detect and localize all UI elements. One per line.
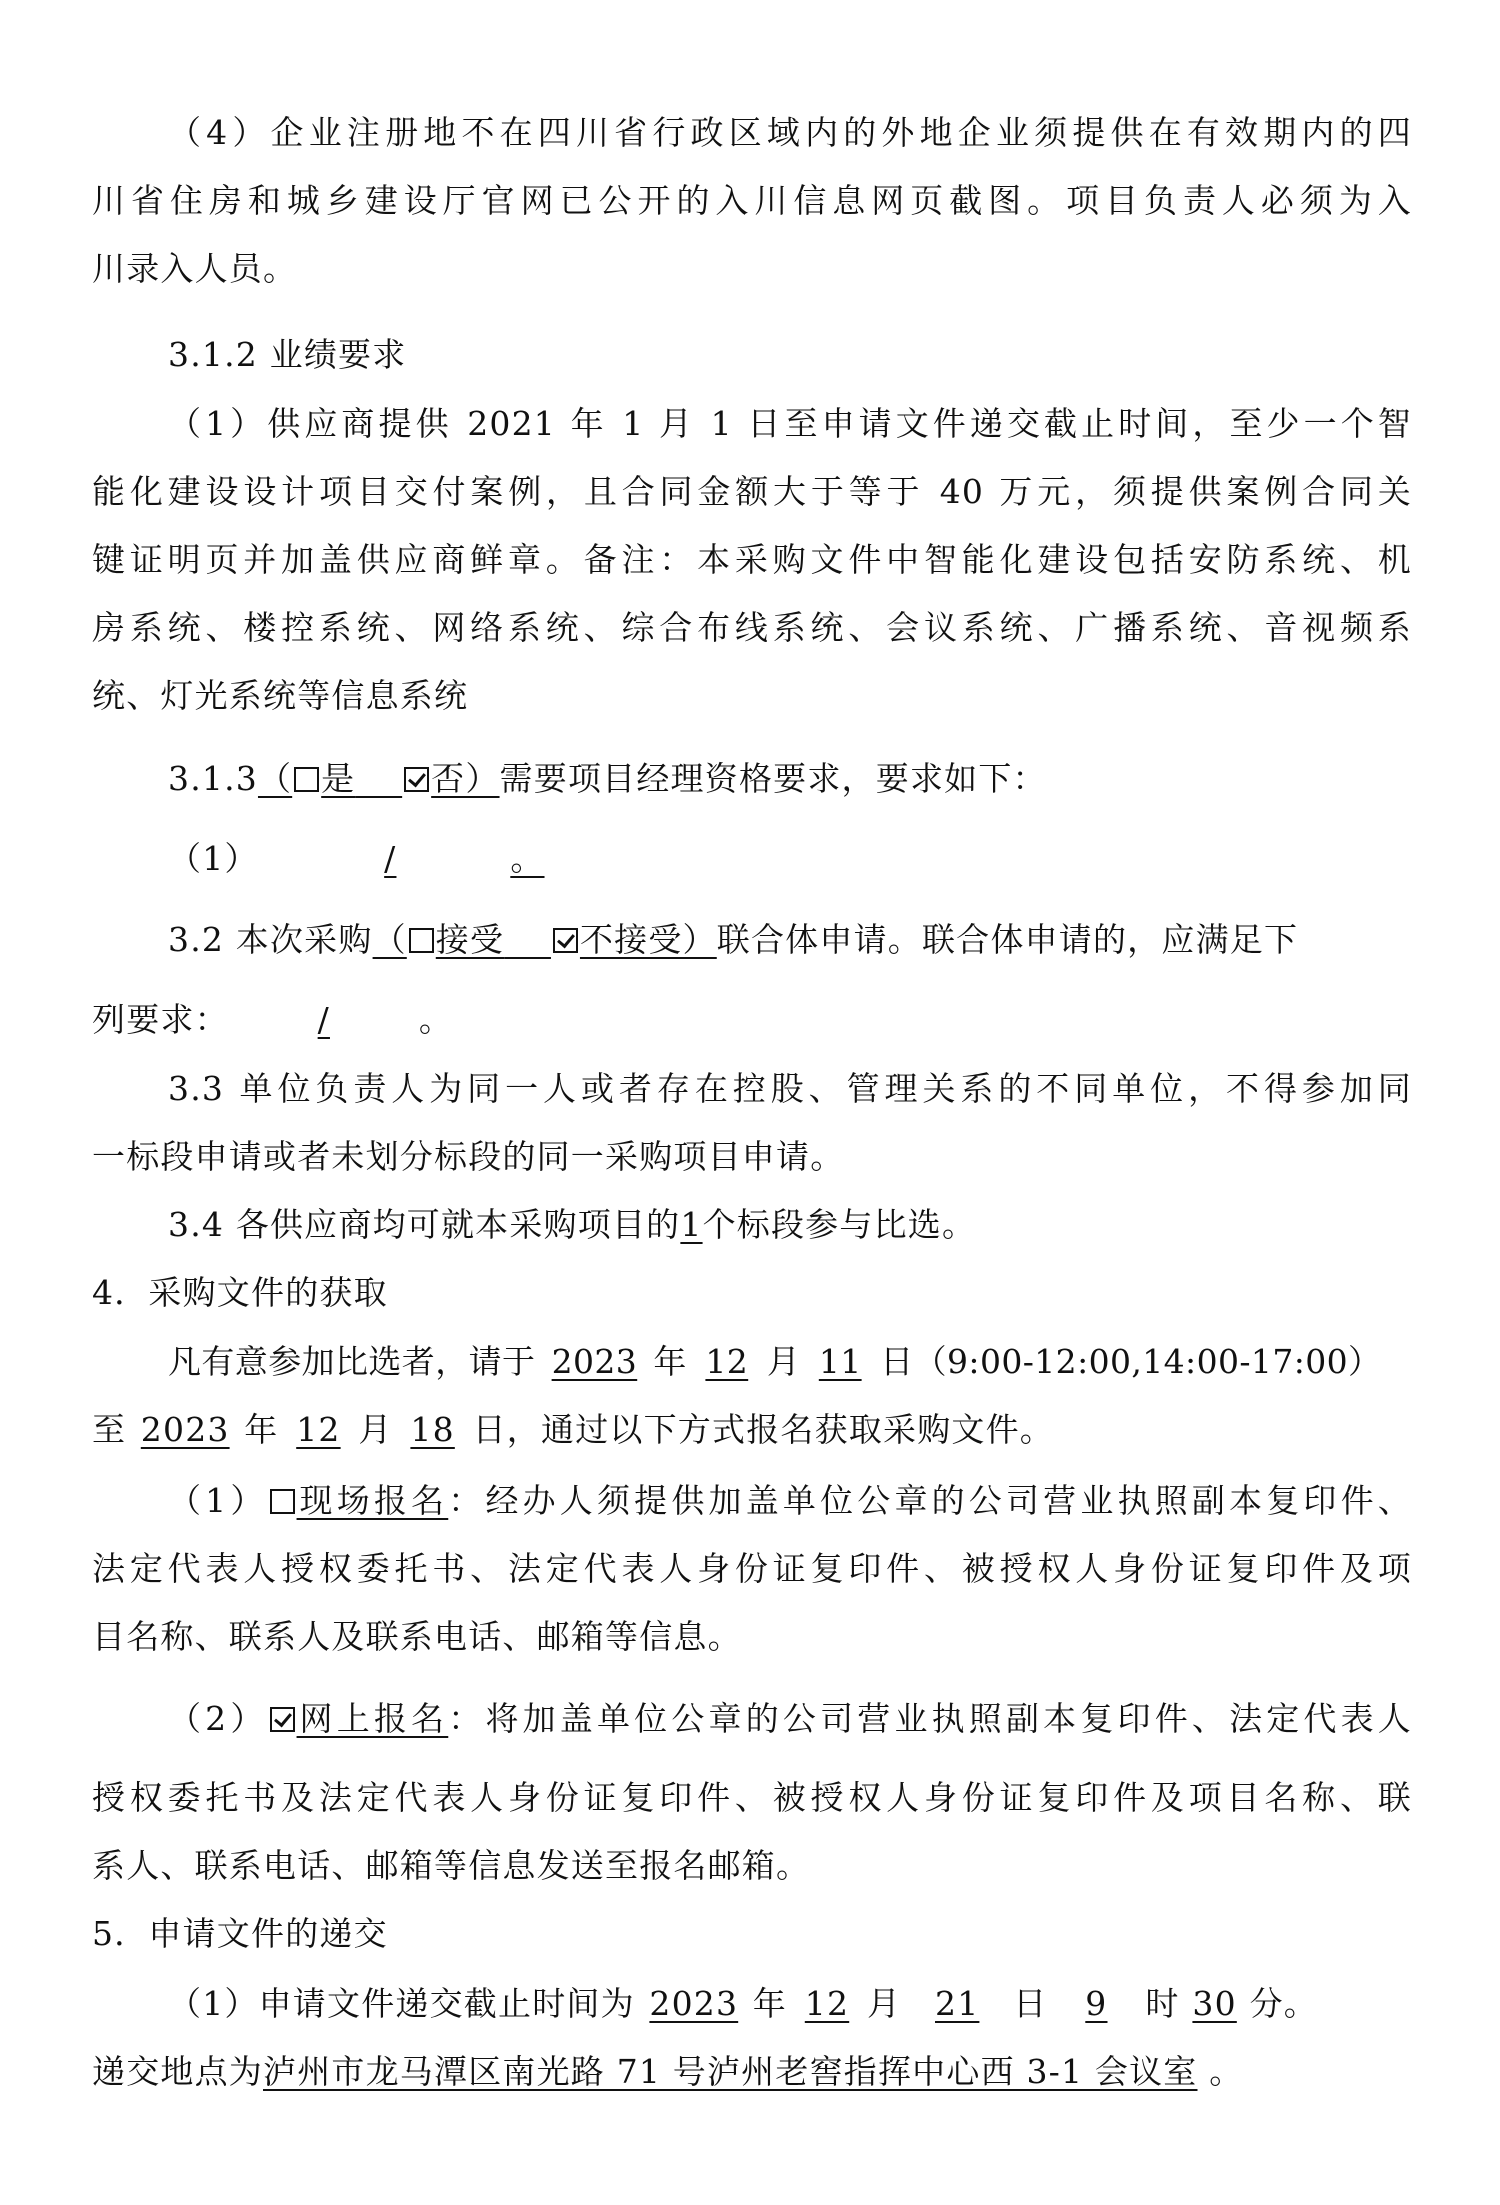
requirement-label: 列要求：	[92, 1000, 229, 1039]
consortium-line	[168, 920, 1412, 960]
paragraph-line: 统、灯光系统等信息系统	[92, 676, 469, 715]
checkbox-checked-icon[interactable]	[270, 1707, 295, 1732]
deadline-month: 12	[804, 1984, 850, 2023]
manager-requirement-options	[258, 759, 500, 798]
line-end: 。	[1209, 2052, 1244, 2091]
paragraph-line: （4）企业注册地不在四川省行政区域内的外地企业须提供在有效期内的四	[168, 113, 1412, 152]
acquisition-end-line	[92, 1410, 1412, 1450]
consortium-text: 联合体申请。联合体申请的，应满足下	[716, 920, 1299, 959]
paragraph-line: 授权委托书及法定代表人身份证复印件、被授权人身份证复印件及项目名称、联	[92, 1778, 1412, 1817]
open-paren: （	[257, 759, 293, 798]
submission-deadline-line	[168, 1984, 1412, 2024]
manager-requirement-item	[168, 839, 1412, 879]
year-label: 年	[244, 1410, 279, 1449]
deadline-minute: 30	[1192, 1984, 1237, 2023]
item-end: 。	[510, 839, 545, 878]
to-label: 至	[92, 1410, 127, 1449]
checkbox-checked-icon[interactable]	[404, 767, 429, 792]
section-text: 3.2 本次采购	[168, 920, 373, 959]
online-registration-line	[168, 1699, 1412, 1739]
start-day: 11	[818, 1342, 862, 1381]
blank-field: /	[317, 1000, 330, 1039]
item-number: （1）	[168, 1481, 268, 1520]
acquisition-text: 凡有意参加比选者，请于	[168, 1342, 536, 1381]
checkbox-unchecked-icon[interactable]	[409, 928, 434, 953]
day-label: 日	[880, 1342, 914, 1381]
onsite-registration-label: 现场报名	[296, 1481, 449, 1520]
paragraph-line: 系人、联系电话、邮箱等信息发送至报名邮箱。	[92, 1846, 811, 1885]
option-reject-label: 不接受）	[579, 920, 717, 959]
lot-text-end: 个标段参与比选。	[702, 1205, 977, 1244]
paragraph-line: 川省住房和城乡建设厅官网已公开的入川信息网页截图。项目负责人必须为入	[92, 181, 1412, 220]
end-day: 18	[410, 1410, 455, 1449]
end-year: 2023	[140, 1410, 230, 1449]
checkbox-unchecked-icon[interactable]	[294, 767, 319, 792]
checkbox-checked-icon[interactable]	[553, 928, 578, 953]
consortium-options	[373, 920, 717, 959]
lot-text: 3.4 各供应商均可就本采购项目的	[168, 1205, 681, 1244]
paragraph-line: 3.3 单位负责人为同一人或者存在控股、管理关系的不同单位，不得参加同	[168, 1069, 1412, 1108]
checkbox-unchecked-icon[interactable]	[270, 1489, 295, 1514]
paragraph-line: （1）供应商提供 2021 年 1 月 1 日至申请文件递交截止时间，至少一个智	[168, 404, 1412, 443]
deadline-hour: 9	[1085, 1984, 1108, 2023]
paragraph-line: 法定代表人授权委托书、法定代表人身份证复印件、被授权人身份证复印件及项	[92, 1549, 1412, 1588]
acquisition-end-text: 日，通过以下方式报名获取采购文件。	[472, 1410, 1055, 1449]
deadline-day: 21	[935, 1984, 980, 2023]
section-heading-5: 5．申请文件的递交	[92, 1914, 388, 1953]
submission-location: 泸州市龙马潭区南光路 71 号泸州老窖指挥中心西 3-1 会议室	[263, 2052, 1198, 2091]
start-year: 2023	[551, 1342, 638, 1381]
month-label: 月	[766, 1342, 801, 1381]
consortium-requirement-line	[92, 1000, 1412, 1040]
year-label: 年	[653, 1342, 687, 1381]
online-registration-label: 网上报名	[296, 1699, 449, 1738]
item-number: （1）	[168, 839, 259, 878]
option-no-label: 否）	[431, 759, 500, 798]
month-label: 月	[867, 1984, 902, 2023]
submission-location-line	[92, 2052, 1412, 2092]
paragraph-line: 键证明页并加盖供应商鲜章。备注：本采购文件中智能化建设包括安防系统、机	[92, 540, 1412, 579]
location-label: 递交地点为	[92, 2052, 263, 2091]
paragraph-line: 川录入人员。	[92, 249, 298, 288]
acquisition-time: （9:00-12:00,14:00-17:00）	[913, 1342, 1382, 1381]
paragraph-line: 能化建设设计项目交付案例，且合同金额大于等于 40 万元，须提供案例合同关	[92, 472, 1412, 511]
deadline-text: （1）申请文件递交截止时间为	[168, 1984, 635, 2023]
paragraph-line: 一标段申请或者未划分标段的同一采购项目申请。	[92, 1137, 845, 1176]
line-end: 。	[418, 1000, 454, 1039]
section-heading-4: 4．采购文件的获取	[92, 1273, 388, 1312]
month-label: 月	[358, 1410, 393, 1449]
item-number: （2）	[168, 1699, 268, 1738]
onsite-registration-text: ：经办人须提供加盖单位公章的公司营业执照副本复印件、	[448, 1481, 1412, 1520]
paragraph-line: 房系统、楼控系统、网络系统、综合布线系统、会议系统、广播系统、音视频系	[92, 608, 1412, 647]
lot-count: 1	[680, 1205, 703, 1244]
acquisition-date-line	[168, 1342, 1488, 1382]
deadline-year: 2023	[649, 1984, 739, 2023]
onsite-registration-line	[168, 1481, 1412, 1521]
minute-label: 分。	[1249, 1984, 1319, 2023]
section-heading-3-1-2: 3.1.2 业绩要求	[168, 335, 407, 374]
day-label: 日	[1013, 1984, 1048, 2023]
blank-field: /	[384, 839, 397, 878]
open-paren: （	[372, 920, 407, 959]
option-yes-label: 是	[321, 759, 356, 798]
manager-requirement-line	[168, 759, 1412, 799]
end-month: 12	[296, 1410, 341, 1449]
lot-count-line	[168, 1205, 1412, 1245]
requirement-text: 需要项目经理资格要求，要求如下：	[499, 759, 1047, 798]
paragraph-line: 目名称、联系人及联系电话、邮箱等信息。	[92, 1617, 742, 1656]
option-accept-label: 接受	[435, 920, 505, 959]
year-label: 年	[752, 1984, 787, 2023]
start-month: 12	[705, 1342, 749, 1381]
section-number: 3.1.3	[168, 759, 258, 798]
hour-label: 时	[1145, 1984, 1180, 2023]
online-registration-text: ：将加盖单位公章的公司营业执照副本复印件、法定代表人	[448, 1699, 1412, 1738]
